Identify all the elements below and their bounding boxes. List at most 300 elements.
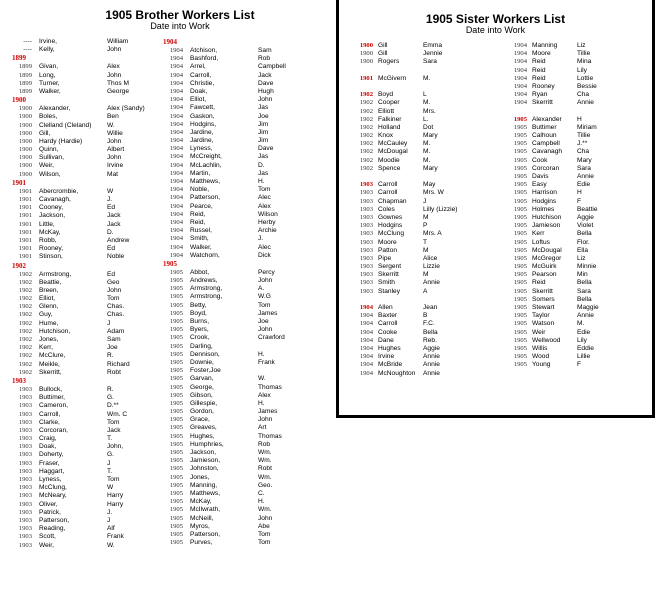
- worker-row: [12, 46, 162, 54]
- start-year: 1901: [18, 236, 32, 244]
- start-year: 1904: [359, 312, 373, 320]
- start-year: 1900: [18, 113, 32, 121]
- first-name: Liz: [577, 42, 586, 49]
- worker-row: [163, 153, 323, 161]
- worker-row: [12, 509, 162, 517]
- first-name: William: [107, 38, 129, 45]
- surname: Kerr: [532, 230, 545, 238]
- worker-row: [507, 329, 647, 337]
- start-year: 1904: [169, 87, 183, 95]
- worker-row: [507, 198, 647, 206]
- first-name: Archie: [258, 227, 277, 235]
- first-name: H: [577, 115, 582, 123]
- worker-row: [163, 375, 323, 383]
- worker-row: [353, 329, 503, 337]
- start-year: 1900: [18, 105, 32, 113]
- surname: Hodgins: [378, 222, 403, 230]
- start-year: 1905: [513, 344, 527, 352]
- start-year: 1904: [169, 112, 183, 120]
- surname: Doherty,: [39, 451, 64, 459]
- worker-row: [163, 203, 323, 211]
- worker-row: [507, 206, 647, 214]
- first-name: Jas: [258, 104, 269, 112]
- start-year: 1905: [169, 457, 183, 465]
- first-name: W.: [107, 541, 115, 549]
- first-name: Mary: [577, 156, 592, 164]
- start-year: 1903: [18, 459, 32, 467]
- start-year: 1903: [18, 508, 32, 516]
- start-year: 1904: [513, 99, 527, 107]
- surname: Harrison: [532, 189, 557, 197]
- surname: Darling,: [190, 342, 213, 350]
- first-name: George: [107, 87, 129, 95]
- surname: Moore: [532, 50, 551, 58]
- surname: Skerritt: [532, 99, 553, 107]
- worker-row: [163, 384, 323, 392]
- first-name: Mrs. W: [423, 189, 444, 197]
- start-year: 1905: [169, 399, 183, 407]
- worker-row: [12, 533, 162, 541]
- brother-list-title: 1905 Brother Workers List: [105, 8, 255, 22]
- surname: Boyd,: [190, 309, 207, 317]
- first-name: Dave: [258, 79, 274, 87]
- start-year: 1905: [513, 132, 527, 140]
- worker-row: [507, 312, 647, 320]
- worker-row: [12, 443, 162, 451]
- worker-row: [353, 50, 503, 58]
- start-year: 1905: [169, 424, 183, 432]
- worker-row: [12, 38, 162, 46]
- worker-row: [353, 312, 503, 320]
- worker-row: [12, 113, 162, 121]
- surname: Walker,: [190, 243, 212, 251]
- first-name: Jack: [258, 71, 272, 79]
- first-name: Bella: [577, 230, 592, 238]
- start-year: 1905: [169, 285, 183, 293]
- surname: Moore: [378, 238, 397, 246]
- worker-row: [507, 279, 647, 287]
- start-year: 1905: [513, 222, 527, 230]
- start-year: 1905: [513, 181, 527, 189]
- start-year: 1903: [18, 410, 32, 418]
- surname: Armstrong,: [39, 270, 72, 278]
- start-year: 1904: [513, 58, 527, 66]
- surname: Bashford,: [190, 55, 219, 63]
- surname: Jackson,: [39, 212, 66, 220]
- first-name: A.: [258, 285, 265, 293]
- first-name: John: [107, 71, 122, 79]
- worker-row: [163, 531, 323, 539]
- start-year: ----: [23, 38, 32, 45]
- worker-row: [353, 304, 503, 312]
- surname: Atchison,: [190, 47, 218, 54]
- worker-row: [12, 451, 162, 459]
- worker-row: [163, 277, 323, 285]
- surname: Arrel,: [190, 63, 206, 71]
- start-year: 1902: [18, 368, 32, 376]
- worker-row: [163, 235, 323, 243]
- start-year: 1905: [513, 287, 527, 295]
- start-year: 1905: [169, 293, 183, 301]
- surname: Knox: [378, 132, 394, 140]
- surname: Carroll,: [190, 71, 212, 79]
- surname: Rooney,: [39, 245, 64, 253]
- surname: McDougal: [378, 148, 408, 156]
- first-name: Miriam: [577, 123, 597, 131]
- start-year: 1903: [18, 484, 32, 492]
- year-heading: 1899: [12, 54, 26, 63]
- worker-row: [163, 400, 323, 408]
- start-year: 1905: [169, 408, 183, 416]
- surname: Carroll,: [39, 410, 61, 418]
- worker-row: [12, 221, 162, 229]
- first-name: Harry: [107, 500, 124, 508]
- start-year: 1903: [18, 476, 32, 483]
- surname: Oliver,: [39, 500, 58, 508]
- surname: Turner,: [39, 79, 60, 87]
- first-name: Andrew: [107, 236, 130, 244]
- surname: Grace,: [190, 416, 210, 424]
- first-name: Ed: [107, 204, 116, 212]
- surname: Patrick,: [39, 508, 61, 516]
- surname: Elliott: [378, 107, 395, 115]
- surname: Elliot,: [190, 96, 207, 104]
- first-name: John: [258, 277, 273, 285]
- worker-row: [12, 386, 162, 394]
- first-name: Alec: [258, 243, 271, 251]
- worker-row: [163, 449, 323, 457]
- start-year: 1905: [513, 336, 527, 344]
- start-year: 1902: [18, 344, 32, 352]
- start-year: 1904: [169, 79, 183, 87]
- first-name: Lily: [577, 66, 587, 74]
- worker-row: [507, 214, 647, 222]
- worker-row: [12, 476, 162, 484]
- first-name: Joe: [258, 318, 269, 325]
- first-name: Mary: [423, 164, 438, 172]
- first-name: Mina: [577, 58, 592, 66]
- worker-row: [353, 42, 503, 50]
- first-name: L: [423, 91, 427, 99]
- start-year: 1905: [169, 465, 183, 473]
- worker-row: [507, 165, 647, 173]
- start-year: 1903: [18, 385, 32, 393]
- start-year: 1905: [513, 238, 527, 246]
- worker-row: [507, 116, 647, 124]
- start-year: 1902: [359, 156, 373, 164]
- start-year: 1900: [18, 170, 32, 178]
- surname: Corcoran,: [39, 426, 68, 434]
- start-year: 1904: [169, 161, 183, 169]
- start-year: 1905: [513, 320, 527, 328]
- worker-row: [163, 359, 323, 367]
- first-name: Tom: [258, 530, 271, 538]
- start-year: 1905: [169, 350, 183, 358]
- start-year: 1902: [359, 115, 373, 123]
- surname: Loftus: [532, 238, 550, 246]
- start-year: 1902: [359, 164, 373, 172]
- worker-row: [12, 394, 162, 402]
- year-heading: 1902: [12, 261, 26, 270]
- start-year: 1904: [359, 369, 373, 377]
- surname: Taylor: [532, 312, 550, 320]
- start-year: 1904: [359, 336, 373, 344]
- worker-row: [353, 345, 503, 353]
- surname: Byers,: [190, 326, 209, 334]
- surname: Patterson,: [190, 194, 221, 202]
- first-name: Sam: [107, 336, 121, 343]
- surname: McClung,: [39, 484, 67, 492]
- surname: Pipe: [378, 254, 392, 262]
- first-name: Ed: [107, 270, 116, 278]
- first-name: Beattie: [577, 205, 598, 213]
- surname: Cameron,: [39, 402, 68, 410]
- start-year: 1903: [18, 402, 32, 410]
- first-name: Reb.: [423, 336, 437, 344]
- start-year: 1900: [18, 146, 32, 154]
- first-name: Sara: [423, 58, 437, 66]
- first-name: C.: [258, 489, 265, 497]
- spacer: [507, 108, 647, 116]
- worker-row: [163, 121, 323, 129]
- start-year: 1902: [359, 123, 373, 131]
- start-year: 1905: [513, 189, 527, 197]
- surname: Cooper: [378, 99, 400, 107]
- surname: McGregor: [532, 254, 562, 262]
- worker-row: [353, 124, 503, 132]
- surname: Downie,: [190, 358, 214, 366]
- surname: Hughes,: [190, 432, 215, 440]
- first-name: Wilson: [258, 210, 278, 218]
- year-heading: 1903: [12, 376, 26, 385]
- first-name: T: [423, 238, 428, 246]
- start-year: 1903: [359, 213, 373, 221]
- first-name: Campbell: [258, 63, 286, 71]
- start-year: 1904: [169, 96, 183, 104]
- sister-list-panel: [336, 0, 655, 418]
- start-year: 1905: [513, 115, 527, 123]
- surname: Matthews,: [190, 178, 221, 185]
- worker-row: [507, 75, 647, 83]
- start-year: 1904: [169, 169, 183, 177]
- start-year: 1905: [513, 164, 527, 172]
- worker-row: [353, 230, 503, 238]
- surname: Manning: [532, 42, 558, 49]
- worker-row: [507, 173, 647, 181]
- worker-row: [353, 75, 503, 83]
- surname: Lyness,: [190, 145, 213, 153]
- start-year: 1904: [169, 218, 183, 226]
- surname: Stanley: [378, 287, 400, 295]
- surname: Skerritt,: [39, 368, 62, 376]
- worker-row: [12, 287, 162, 295]
- surname: McNeary,: [39, 492, 67, 500]
- start-year: 1904: [169, 145, 183, 153]
- surname: Meikle,: [39, 360, 60, 368]
- surname: Crook,: [190, 334, 210, 342]
- start-year: 1900: [18, 137, 32, 145]
- worker-row: [163, 211, 323, 219]
- surname: Campbell: [532, 140, 560, 148]
- start-year: 1901: [18, 204, 32, 212]
- first-name: A: [423, 287, 428, 295]
- first-name: W: [107, 484, 114, 492]
- first-name: R.: [107, 352, 114, 360]
- surname: Weir: [532, 328, 546, 336]
- worker-row: [507, 320, 647, 328]
- surname: Reid,: [190, 218, 206, 226]
- surname: Jamieson,: [190, 457, 221, 465]
- surname: McIlwrath,: [190, 506, 221, 514]
- surname: Noble,: [190, 186, 210, 194]
- worker-row: [163, 293, 323, 301]
- surname: Little,: [39, 220, 55, 228]
- start-year: 1902: [18, 270, 32, 278]
- surname: Hughes: [378, 344, 401, 352]
- first-name: Geo: [107, 278, 120, 286]
- surname: Armstrong,: [190, 285, 223, 293]
- surname: Wood: [532, 353, 550, 361]
- start-year: 1905: [169, 268, 183, 276]
- worker-row: [353, 370, 503, 378]
- start-year: 1901: [18, 228, 32, 236]
- first-name: Sam: [258, 47, 272, 54]
- start-year: 1903: [359, 279, 373, 287]
- first-name: Sara: [577, 287, 591, 295]
- worker-row: [507, 140, 647, 148]
- worker-row: [163, 80, 323, 88]
- start-year: 1902: [359, 91, 373, 99]
- start-year: 1904: [169, 104, 183, 112]
- spacer: [353, 83, 503, 91]
- surname: McLachlin,: [190, 161, 222, 169]
- worker-row: [353, 206, 503, 214]
- surname: Kerr,: [39, 344, 53, 352]
- surname: Gillespie,: [190, 399, 218, 407]
- start-year: 1905: [169, 375, 183, 383]
- first-name: Jean: [423, 304, 438, 311]
- start-year: 1903: [18, 533, 32, 541]
- surname: Wilson,: [39, 170, 61, 178]
- worker-row: [163, 269, 323, 277]
- first-name: Violet: [577, 222, 594, 230]
- surname: Purves,: [190, 539, 213, 547]
- start-year: 1903: [18, 492, 32, 500]
- first-name: John,: [107, 443, 124, 451]
- first-name: Jennie: [423, 50, 443, 58]
- start-year: 1905: [513, 140, 527, 148]
- first-name: John: [107, 154, 122, 162]
- surname: Cavanagh,: [39, 196, 71, 203]
- start-year: 1905: [169, 514, 183, 522]
- first-name: Alex (Sandy): [107, 105, 145, 113]
- start-year: 1904: [359, 328, 373, 336]
- start-year: 1904: [359, 344, 373, 352]
- worker-row: [12, 525, 162, 533]
- worker-row: [353, 239, 503, 247]
- start-year: 1904: [513, 91, 527, 99]
- surname: McBride: [378, 361, 403, 369]
- worker-row: [507, 83, 647, 91]
- first-name: G.: [107, 394, 114, 402]
- brother-list-column-1: [12, 38, 162, 550]
- first-name: Aggie: [423, 344, 440, 352]
- start-year: 1902: [359, 99, 373, 107]
- worker-row: [353, 247, 503, 255]
- first-name: Tillie: [577, 132, 591, 140]
- first-name: James: [258, 309, 278, 317]
- worker-row: [353, 99, 503, 107]
- start-year: 1903: [359, 189, 373, 197]
- worker-row: [12, 501, 162, 509]
- start-year: 1901: [18, 196, 32, 203]
- worker-row: [163, 145, 323, 153]
- first-name: Jim: [258, 120, 269, 128]
- surname: Jones,: [39, 336, 59, 343]
- worker-row: [507, 337, 647, 345]
- surname: Stinson,: [39, 253, 63, 261]
- surname: Pearson: [532, 271, 557, 279]
- first-name: Annie: [423, 369, 440, 377]
- surname: Carroll: [378, 189, 398, 197]
- start-year: 1905: [169, 506, 183, 514]
- start-year: 1904: [513, 82, 527, 90]
- surname: Bullock,: [39, 385, 63, 393]
- worker-row: [12, 484, 162, 492]
- worker-row: [12, 492, 162, 500]
- first-name: James: [258, 408, 278, 416]
- surname: Breen,: [39, 286, 59, 294]
- worker-row: [353, 198, 503, 206]
- worker-row: [12, 122, 162, 130]
- worker-row: [163, 72, 323, 80]
- start-year: 1900: [18, 129, 32, 137]
- worker-row: [507, 222, 647, 230]
- start-year: 1902: [18, 286, 32, 294]
- first-name: M.: [577, 320, 585, 328]
- surname: Hardy (Hardie): [39, 137, 83, 145]
- start-year: 1900: [18, 121, 32, 129]
- worker-row: [12, 72, 162, 80]
- start-year: 1900: [18, 154, 32, 162]
- surname: Weir,: [39, 541, 54, 549]
- worker-row: [163, 523, 323, 531]
- start-year: 1904: [169, 202, 183, 210]
- surname: Jardine,: [190, 128, 214, 136]
- first-name: Frank: [107, 533, 124, 541]
- first-name: Mat: [107, 170, 118, 178]
- surname: Robb,: [39, 236, 57, 244]
- surname: Irvine,: [39, 38, 57, 45]
- first-name: Lillie: [577, 353, 591, 361]
- worker-row: [12, 328, 162, 336]
- start-year: 1905: [513, 246, 527, 254]
- worker-row: [163, 55, 323, 63]
- first-name: Lottie: [577, 74, 594, 82]
- start-year: 1905: [513, 304, 527, 311]
- first-name: Thomas: [258, 383, 282, 391]
- surname: Kelly,: [39, 46, 55, 54]
- worker-row: [507, 124, 647, 132]
- first-name: Maggie: [577, 304, 599, 311]
- worker-row: [12, 162, 162, 170]
- surname: Rooney: [532, 82, 555, 90]
- first-name: D.: [107, 228, 114, 236]
- first-name: Cha: [577, 91, 590, 99]
- surname: Garvan,: [190, 375, 214, 383]
- surname: Reid: [532, 58, 546, 66]
- worker-row: [507, 181, 647, 189]
